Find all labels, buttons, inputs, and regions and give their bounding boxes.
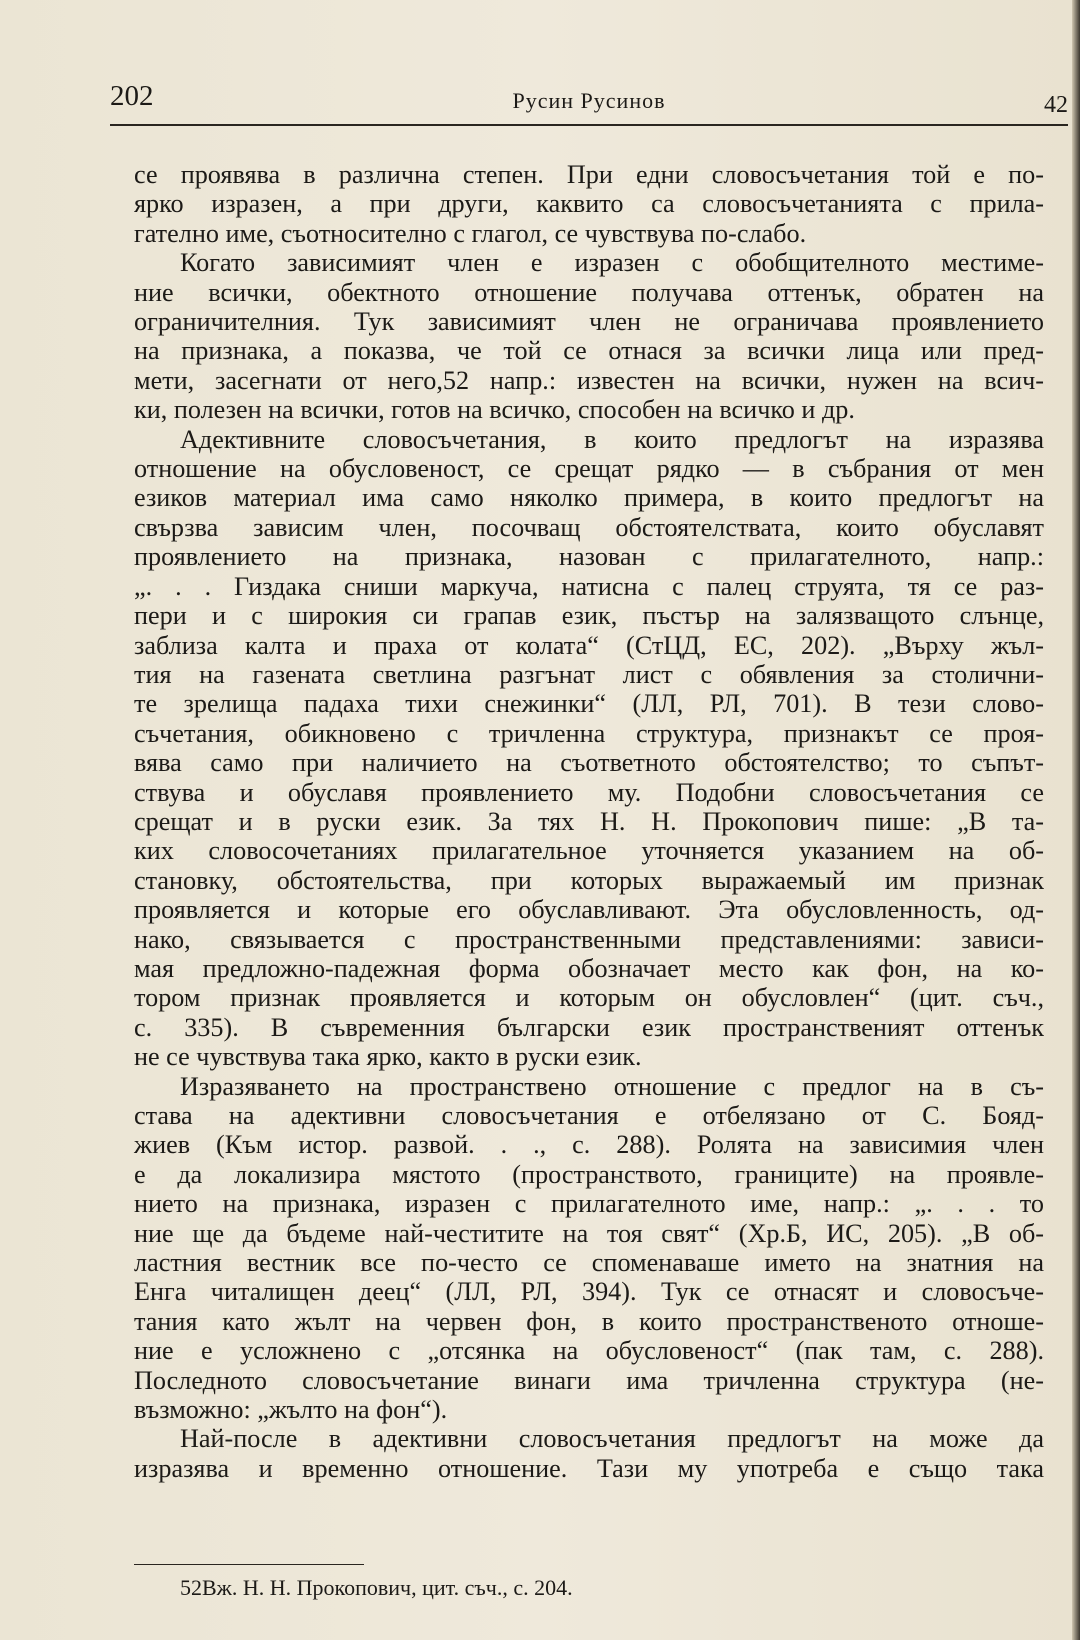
text-line: те зрелища падаха тихи снежинки“ (ЛЛ, РЛ, 701). В тези слово- <box>134 689 1044 719</box>
text-line: се проявява в различна степен. При едни словосъчетания той е по- <box>134 160 1044 189</box>
text-line: тания като жълт на червен фон, в които пространственото отноше- <box>134 1306 1044 1336</box>
text-line: тором признак проявляется и которым он обусловлен“ (цит. съч., <box>134 983 1044 1013</box>
text-line: на признака, а показва, че той се отнася за всички лица или пред- <box>134 336 1044 366</box>
text-line: с. 335). В съвременния български език пространственият оттенък <box>134 1012 1044 1042</box>
text-line: отношение на обусловеност, се срещат рядко — в събрания от мен <box>134 454 1044 484</box>
footnote-52: 52Вж. Н. Н. Прокопович, цит. съч., с. 204. <box>180 1575 573 1600</box>
text-line: Когато зависимият член е изразен с обобщителното местиме- <box>180 248 1044 278</box>
page-header <box>110 78 1068 126</box>
text-line: ких словосочетаниях прилагательное уточняется указанием на об- <box>134 836 1044 866</box>
text-line: съчетания, обикновено с тричленна структура, признакът се проя- <box>134 718 1044 748</box>
text-line: свързва зависим член, посочващ обстоятелствата, които обуславят <box>134 512 1044 542</box>
running-head: Русин Русинов <box>512 88 666 113</box>
text-line: срещат и в руски език. За тях Н. Н. Прокопович пише: „В та- <box>134 806 1044 836</box>
text-line: ки, полезен на всички, готов на всичко, способен на всичко и др. <box>134 395 855 425</box>
text-line: пери и с широкия си грапав език, пъстър на залязващото слънце, <box>134 601 1044 631</box>
text-line: Адективните словосъчетания, в които предлогът на изразява <box>180 424 1044 454</box>
page-number: 202 <box>110 80 154 112</box>
page-edge-shadow <box>1072 0 1080 1640</box>
text-line: гателно име, съотносително с глагол, се чувствува по-слабо. <box>134 218 807 248</box>
text-line: проявляется и которые его обуславливают. Эта обусловленность, од- <box>134 895 1044 925</box>
body-text <box>134 160 1044 1483</box>
facing-page-number: 42 <box>1044 92 1068 118</box>
text-line: е да локализира мястото (пространството, границите) на проявле- <box>134 1159 1044 1189</box>
text-line: изразява и временно отношение. Тази му употреба е също така <box>134 1453 1044 1483</box>
text-line: не се чувствува така ярко, както в руски език. <box>134 1042 642 1072</box>
text-line: ние ще да бъдеме най-честитите на тоя свят“ (Хр.Б, ИС, 205). „В об- <box>134 1218 1044 1248</box>
text-line: ние всички, обектното отношение получава оттенък, обратен на <box>134 277 1044 307</box>
text-line: ствува и обуславя проявлението му. Подобни словосъчетания се <box>134 777 1044 807</box>
text-line: Енга читалищен деец“ (ЛЛ, РЛ, 394). Тук се отнасят и словосъче- <box>134 1277 1044 1307</box>
text-line: става на адективни словосъчетания е отбелязано от С. Бояд- <box>134 1101 1044 1130</box>
text-line: Последното словосъчетание винаги има тричленна структура (не- <box>134 1365 1044 1395</box>
text-line: заблиза калта и праха от колата“ (СтЦД, ЕС, 202). „Върху жъл- <box>134 630 1044 660</box>
text-line: възможно: „жълто на фон“). <box>134 1395 448 1425</box>
text-line: ние е усложнено с „отсянка на обусловеност“ (пак там, с. 288). <box>134 1336 1044 1366</box>
text-line: Изразяването на пространствено отношение с предлог на в съ- <box>180 1071 1044 1101</box>
text-line: езиков материал има само няколко примера, в които предлогът на <box>134 483 1044 513</box>
text-line: Най-после в адективни словосъчетания предлогът на може да <box>180 1424 1044 1454</box>
footnote-divider <box>134 1564 364 1565</box>
text-line: мая предложно-падежная форма обозначает место как фон, на ко- <box>134 953 1044 983</box>
text-line: жиев (Към истор. развой. . ., с. 288). Ролята на зависимия член <box>134 1130 1044 1160</box>
text-line: становку, обстоятельства, при которых выражаемый им признак <box>134 865 1044 895</box>
text-line: нако, связывается с пространственными представлениями: зависи- <box>134 924 1044 954</box>
text-line: проявлението на признака, назован с прилагателното, напр.: <box>134 542 1044 572</box>
text-line: тия на газената светлина разгънат лист с обявления за столични- <box>134 659 1044 689</box>
text-line: мети, засегнати от него,52 напр.: известен на всички, нужен на всич- <box>134 365 1044 395</box>
text-line: ограничителния. Тук зависимият член не ограничава проявлението <box>134 307 1044 337</box>
text-line: нието на признака, изразен с прилагателното име, напр.: „. . . то <box>134 1189 1044 1219</box>
text-line: ярко изразен, а при други, каквито са словосъчетанията с прила- <box>134 189 1044 219</box>
text-line: вява само при наличието на съответното обстоятелство; то съпът- <box>134 748 1044 778</box>
text-line: ластния вестник все по-често се споменаваше името на знатния на <box>134 1248 1044 1278</box>
text-line: „. . . Гиздака сниши маркуча, натисна с палец струята, тя се раз- <box>134 571 1044 601</box>
